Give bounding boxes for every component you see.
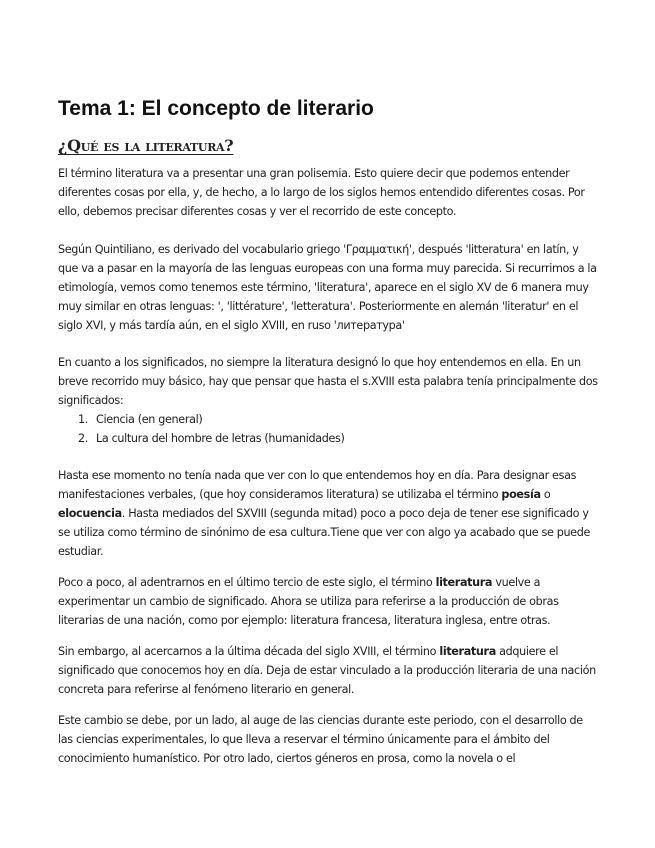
paragraph-change: Este cambio se debe, por un lado, al auge de las ciencias durante este periodo, con el desarrollo de las ciencias experimentales, lo que lleva a reservar el término únicamente para el ámbito del conocimiento humanístico. Por otro lado, ciertos géneros en prosa, como la novela o el — [58, 714, 583, 765]
paragraph-poesia — [58, 466, 598, 561]
list-number: 2. — [78, 432, 88, 445]
bold-term: poesía — [501, 488, 541, 501]
page-title: Tema 1: El concepto de literario — [58, 97, 374, 120]
text-run: Sin embargo, al acercarnos a la última década del siglo XVIII, el término — [58, 645, 440, 658]
text-run: vuelve a experimentar un cambio de significado. Ahora se utiliza para referirse a la producción de obras literarias de una nación, como por ejemplo: literatura francesa, literatura inglesa, entre otras. — [58, 576, 559, 627]
bold-term: elocuencia — [58, 507, 122, 520]
list-text: Ciencia (en general) — [96, 413, 203, 426]
paragraph-last-third — [58, 573, 598, 630]
list-item — [58, 410, 598, 429]
paragraph-etymology: Según Quintiliano, es derivado del vocabulario griego 'Γραμματική', después 'litteratura' en latín, y que va a pasar en la mayoría de las lenguas europeas con una forma muy parecida. Si recurrimos a la etimología, vemos como tenemos este término, 'literatura', aparece en el siglo XV de 6 manera muy muy similar en otras lenguas: ', 'littérature', 'letteratura'. Posteriormente en alemán 'literatur' en el siglo XVI, y más tardía aún, en el siglo XVIII, en ruso 'литература' — [58, 243, 597, 332]
text-run: adquiere el significado que conocemos hoy en día. Deja de estar vinculado a la producción literaria de una nación concreta para referirse al fenómeno literario en general. — [58, 645, 596, 696]
text-run: Poco a poco, al adentrarnos en el último tercio de este siglo, el término — [58, 576, 436, 589]
paragraph-meanings: En cuanto a los significados, no siempre la literatura designó lo que hoy entendemos en ella. En un breve recorrido muy básico, hay que pensar que hasta el s.XVIII esta palabra tenía principalmente dos significados: — [58, 356, 598, 407]
section-heading: ¿Qué es la literatura? — [58, 136, 234, 155]
bold-term: literatura — [435, 576, 493, 589]
list-text: La cultura del hombre de letras (humanidades) — [96, 432, 345, 445]
text-run: o — [540, 488, 551, 501]
bold-term: literatura — [439, 645, 496, 658]
text-run: . Hasta mediados del SXVIII (segunda mitad) poco a poco deja de tener ese significado y se utiliza como término de sinónimo de esa cultura.Tiene que ver con algo ya acabado que se puede estudiar. — [58, 507, 591, 558]
meanings-list — [58, 410, 598, 448]
list-number: 1. — [78, 413, 88, 426]
list-item — [58, 429, 598, 448]
paragraph-last-decade — [58, 642, 598, 699]
paragraph-intro: El término literatura va a presentar una gran polisemia. Esto quiere decir que podemos entender diferentes cosas por ella, y, de hecho, a lo largo de los siglos hemos entendido diferentes cosas. Por ello, debemos precisar diferentes cosas y ver el recorrido de este concepto. — [58, 167, 585, 218]
text-run: Hasta ese momento no tenía nada que ver con lo que entendemos hoy en día. Para designar esas manifestaciones verbales, (que hoy consideramos literatura) se utilizaba el término — [58, 469, 577, 501]
